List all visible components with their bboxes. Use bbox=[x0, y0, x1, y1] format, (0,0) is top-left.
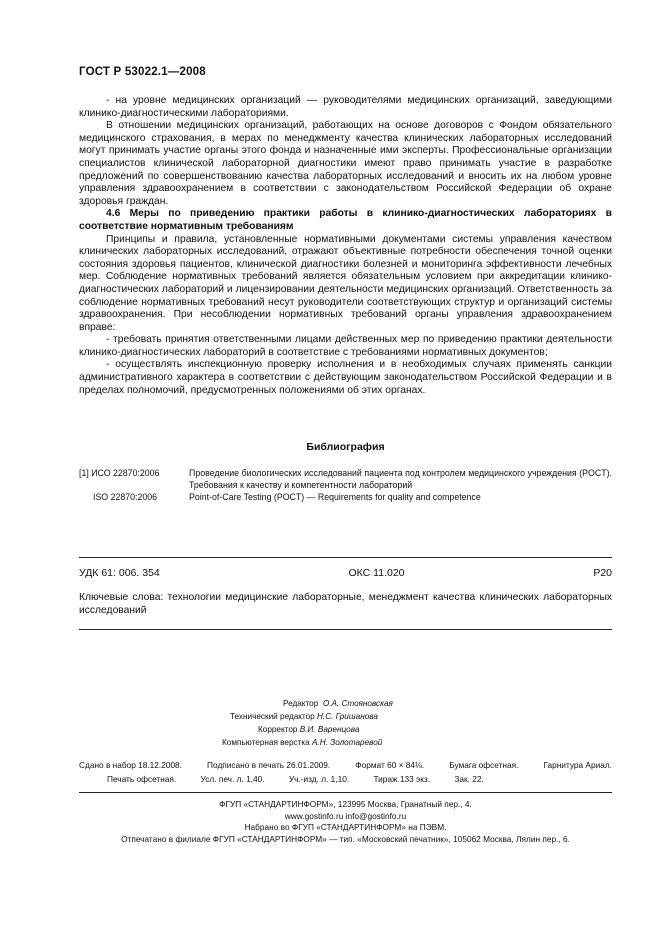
paragraph: - осуществлять инспекционную проверку исполнения и в необходимых случаях применять санкции административного характера в соответствии с действующим законодательством Российской Федерации и в пределах полномочий, предусмотренных положениями об этих органах. bbox=[79, 359, 612, 396]
bibliography-text: Проведение биологических исследований пациента под контролем медицинского учреждения (POCT). Требования к качеству и компетентности лабораторий bbox=[189, 468, 612, 490]
credits bbox=[222, 697, 490, 749]
section-heading: 4.6 Меры по приведению практики работы в клинико-диагностических лабораториях в соответствие нормативным требованиям bbox=[79, 208, 612, 232]
oks-code: ОКС 11.020 bbox=[348, 567, 405, 579]
document-header: ГОСТ Р 53022.1—2008 bbox=[79, 66, 206, 78]
imprint bbox=[79, 799, 612, 845]
bibliography-entry bbox=[79, 491, 612, 503]
publication-line: Сдано в набор 18.12.2008. Подписано в печать 26.01.2009. Формат 60 × 84⅛. Бумага офсетная. Гарнитура Ариал. bbox=[79, 760, 612, 770]
bibliography-ref: ISO 22870:2006 bbox=[93, 492, 158, 502]
publication-line: Печать офсетная. Усл. печ. л. 1,40. Уч.-изд. л. 1,10. Тираж 133 экз. Зак. 22. bbox=[107, 774, 484, 784]
divider bbox=[79, 792, 612, 793]
credit-editor: Редактор О.А. Стояновская bbox=[283, 699, 393, 708]
bibliography-title: Библиография bbox=[306, 441, 385, 453]
paragraph: Принципы и правила, установленные нормативными документами системы управления качеством клинических лабораторных исследований, отражают объективные потребности обеспечения точной оценки состояния здоровья пациентов, клинической диагностики болезней и мониторинга эффективности лечебных мер. Соблюдение нормативных требований является обязательным условием при аккредитации клинико-диагностических лабораторий и лицензировании деятельности медицинских организаций. Ответственность за соблюдение нормативных требований несут руководители соответствующих структур и организаций системы здравоохранения. При несоблюдении нормативных требований органы управления здравоохранением вправе: bbox=[79, 233, 612, 333]
imprint-line: Набрано во ФГУП «СТАНДАРТИНФОРМ» на ПЭВМ. bbox=[244, 822, 447, 832]
credit-tech-editor: Технический редактор Н.С. Гришанова bbox=[230, 712, 378, 721]
bibliography-text: Point-of-Care Testing (POCT) — Requirements for quality and competence bbox=[189, 492, 481, 502]
main-text bbox=[79, 95, 612, 397]
imprint-line: www.gostinfo.ru info@gostinfo.ru bbox=[284, 810, 407, 821]
paragraph: В отношении медицинских организаций, работающих на основе договоров с Фондом обязательного медицинского страхования, в мерах по менеджменту качества клинических лабораторных исследований могут принимать участие органы этого фонда и назначенные ими эксперты. Профессиональные организации специалистов клинической лабораторной диагностики имеют право принимать участие в разработке предложений по совершенствованию качества лабораторных исследований и вносить их на любом уровне управления здравоохранением в соответствии с законодательством Российской Федерации об охране здоровья граждан. bbox=[79, 120, 612, 207]
publication-info bbox=[79, 758, 612, 786]
divider bbox=[79, 629, 612, 630]
category-code: P20 bbox=[593, 567, 612, 579]
divider bbox=[79, 557, 612, 558]
bibliography-entry bbox=[79, 467, 612, 491]
imprint-line: ФГУП «СТАНДАРТИНФОРМ», 123995 Москва, Гранатный пер., 4. bbox=[219, 799, 472, 809]
imprint-line: Отпечатано в филиале ФГУП «СТАНДАРТИНФОРМ» — тип. «Московский печатник», 105062 Москва, Лялин пер., 6. bbox=[121, 833, 570, 844]
bibliography-list bbox=[79, 467, 612, 503]
classification-row bbox=[79, 567, 612, 579]
credit-proofreader: Корректор В.И. Варенцова bbox=[258, 725, 360, 734]
udk-code: УДК 61: 006. 354 bbox=[79, 567, 160, 579]
credit-layout: Компьютерная верстка А.Н. Золотаревой bbox=[222, 738, 383, 747]
keywords: Ключевые слова: технологии медицинские лабораторные, менеджмент качества клинических лабораторных исследований bbox=[79, 592, 612, 616]
bibliography-ref: [1] ИСО 22870:2006 bbox=[79, 468, 160, 478]
paragraph: - на уровне медицинских организаций — руководителями медицинских организаций, заведующими клинико-диагностическими лабораториями. bbox=[79, 95, 612, 119]
paragraph: - требовать принятия ответственными лицами действенных мер по приведению практики деятельности клинико-диагностических лабораторий в соответствие с требованиями нормативных документов; bbox=[79, 334, 612, 358]
